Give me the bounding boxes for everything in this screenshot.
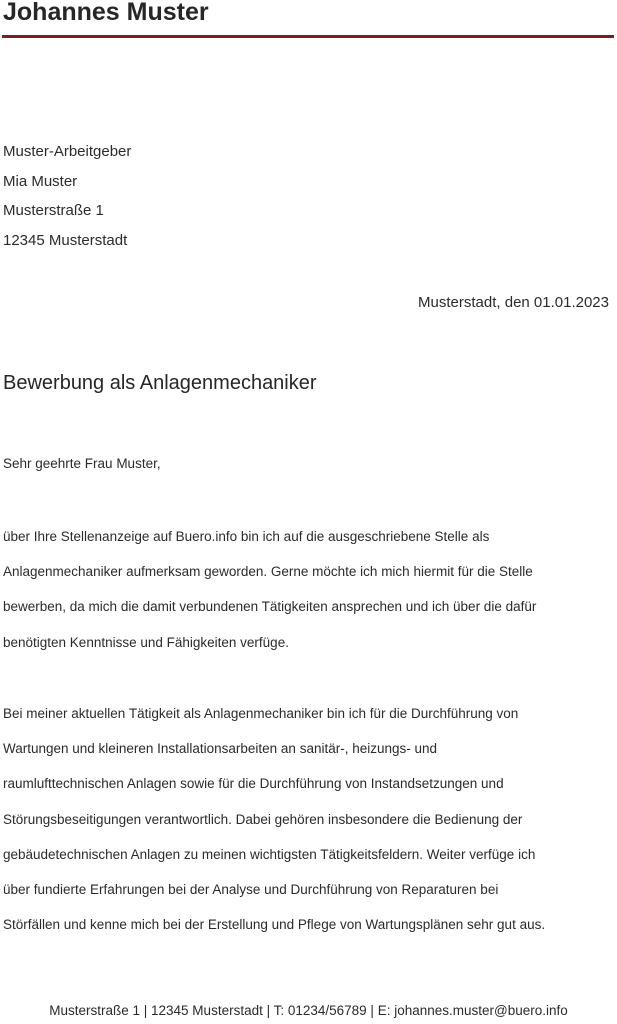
paragraph-line: Störfällen und kenne mich bei der Erstellung und Pflege von Wartungsplänen sehr gut aus.	[3, 917, 546, 933]
paragraph-line: Störungsbeseitigungen verantwortlich. Dabei gehören insbesondere die Bedienung der	[3, 811, 523, 827]
recipient-city: 12345 Musterstadt	[3, 231, 128, 249]
paragraph-line: benötigten Kenntnisse und Fähigkeiten verfüge.	[3, 634, 289, 650]
letter-subject: Bewerbung als Anlagenmechaniker	[3, 372, 317, 394]
paragraph-line: gebäudetechnischen Anlagen zu meinen wichtigsten Tätigkeitsfeldern. Weiter verfüge ich	[3, 846, 536, 862]
paragraph-line: über Ihre Stellenanzeige auf Buero.info bin ich auf die ausgeschriebene Stelle als	[3, 529, 490, 544]
header-divider	[2, 35, 614, 38]
recipient-street: Musterstraße 1	[3, 202, 104, 219]
paragraph-line: über fundierte Erfahrungen bei der Analyse und Durchführung von Reparaturen bei	[3, 882, 499, 898]
paragraph-line: Wartungen und kleineren Installationsarbeiten an sanitär-, heizungs- und	[3, 741, 438, 757]
paragraph-line: Anlagenmechaniker aufmerksam geworden. Gerne möchte ich mich hiermit für die Stelle	[3, 564, 533, 580]
sender-name: Johannes Muster	[3, 0, 209, 26]
paragraph-line: Bei meiner aktuellen Tätigkeit als Anlagenmechaniker bin ich für die Durchführung von	[3, 706, 519, 721]
body-paragraph-2	[3, 696, 615, 942]
recipient-contact: Mia Muster	[3, 172, 78, 190]
letter-date: Musterstadt, den 01.01.2023	[418, 294, 609, 311]
body-paragraph-1	[3, 519, 615, 660]
letter-salutation: Sehr geehrte Frau Muster,	[3, 456, 161, 471]
recipient-address	[3, 137, 131, 255]
paragraph-line: bewerben, da mich die damit verbundenen Tätigkeiten ansprechen und ich über die dafür	[3, 599, 537, 615]
recipient-company: Muster-Arbeitgeber	[3, 143, 132, 160]
footer-contact: Musterstraße 1 | 12345 Musterstadt | T: 01234/56789 | E: johannes.muster@buero.info	[49, 1003, 568, 1018]
paragraph-line: raumlufttechnischen Anlagen sowie für die Durchführung von Instandsetzungen und	[3, 776, 504, 792]
